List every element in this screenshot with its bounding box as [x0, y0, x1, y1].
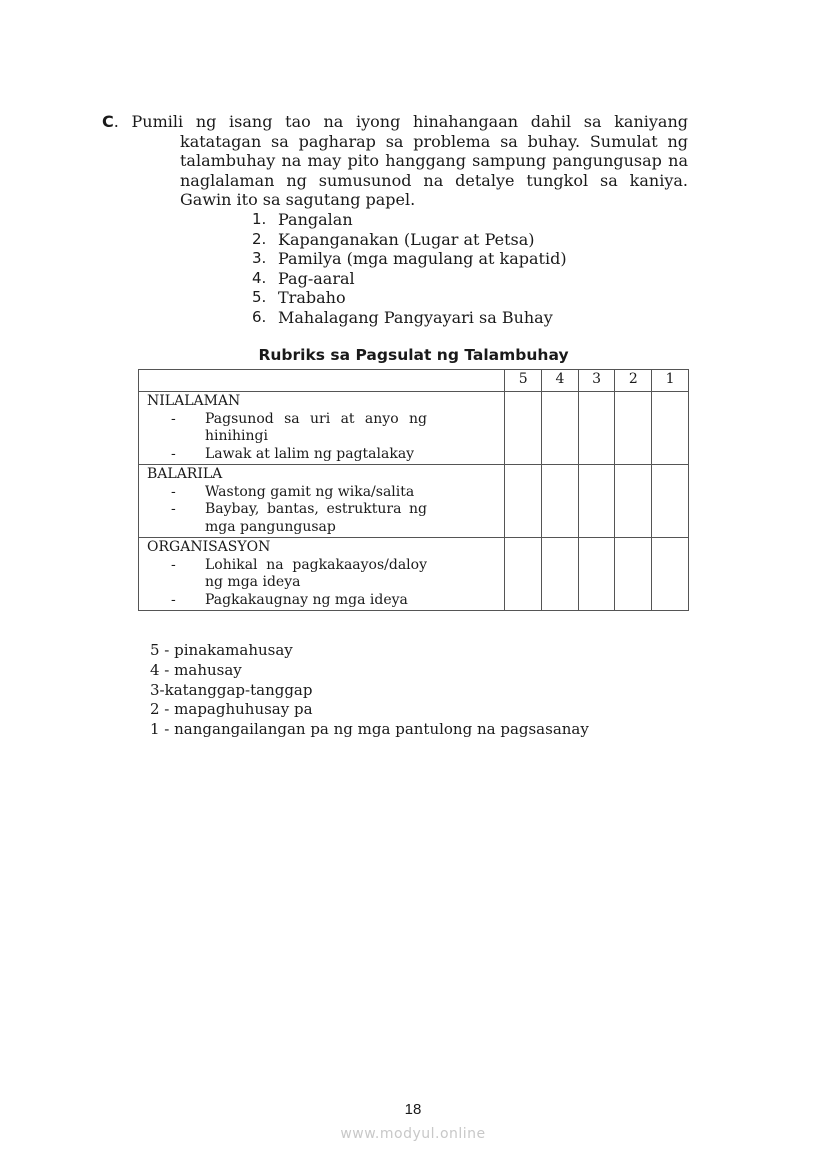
criterion-sub-text: Lohikal na pagkakaayos/daloy ng mga ideya [205, 556, 427, 590]
bullet-dash: - [171, 410, 176, 427]
legend-item: 5 - pinakamahusay [150, 641, 293, 659]
item-text: Mahalagang Pangyayari sa Buhay [278, 307, 553, 327]
score-cell [542, 538, 579, 611]
score-header: 1 [652, 370, 689, 392]
criterion-sub-text: Baybay, bantas, estruktura ng mga pangungusap [205, 501, 427, 535]
item-number: 6. [252, 307, 267, 326]
item-text: Kapanganakan (Lugar at Petsa) [278, 229, 535, 249]
instruction-first-line [102, 112, 688, 132]
rubric-title: Rubriks sa Pagsulat ng Talambuhay [258, 346, 569, 364]
item-text: Pangalan [278, 209, 353, 229]
item-text: Pamilya (mga magulang at kapatid) [278, 249, 567, 269]
criterion-sub [171, 592, 504, 610]
section-letter: C [102, 112, 114, 131]
score-legend [150, 641, 589, 740]
criterion-sub [171, 446, 504, 464]
criterion-sub-text: Pagsunod sa uri at anyo ng hinihingi [205, 410, 427, 444]
table-row [139, 465, 689, 538]
score-header: 4 [542, 370, 579, 392]
list-item [252, 249, 688, 269]
list-item [252, 269, 688, 289]
detail-list [252, 210, 688, 328]
criterion-name: ORGANISASYON [147, 539, 271, 555]
score-cell [505, 392, 542, 465]
legend-item: 4 - mahusay [150, 660, 242, 679]
score-cell [578, 392, 615, 465]
criterion-sub [171, 557, 504, 592]
header-blank-cell [139, 370, 505, 392]
criterion-sub-text: Wastong gamit ng wika/salita [205, 483, 415, 500]
score-cell [505, 538, 542, 611]
criterion-name: BALARILA [147, 466, 223, 482]
page-number: 18 [404, 1101, 422, 1118]
table-row [139, 538, 689, 611]
score-cell [505, 465, 542, 538]
score-header: 3 [578, 370, 615, 392]
item-number: 3. [252, 249, 267, 268]
criterion-cell [139, 538, 505, 611]
list-item [252, 210, 688, 230]
criterion-sub-text: Pagkakaugnay ng mga ideya [205, 591, 408, 608]
legend-item: 1 - nangangailangan pa ng mga pantulong na pagsasanay [150, 720, 589, 739]
rubric-table [138, 369, 689, 611]
watermark: www.modyul.online [340, 1126, 486, 1142]
score-cell [652, 465, 689, 538]
score-cell [542, 465, 579, 538]
bullet-dash: - [171, 591, 176, 608]
criterion-sub [171, 501, 504, 536]
bullet-dash: - [171, 556, 176, 573]
criterion-cell [139, 465, 505, 538]
score-cell [578, 465, 615, 538]
item-number: 2. [252, 229, 267, 248]
item-text: Trabaho [278, 288, 346, 308]
criterion-cell [139, 392, 505, 465]
score-header: 5 [505, 370, 542, 392]
score-cell [652, 538, 689, 611]
bullet-dash: - [171, 483, 176, 500]
bullet-dash: - [171, 445, 176, 462]
bullet-dash: - [171, 501, 176, 517]
item-number: 4. [252, 268, 267, 287]
score-cell [615, 465, 652, 538]
instruction-body [180, 132, 688, 328]
criterion-name: NILALAMAN [147, 393, 241, 409]
criterion-sub [171, 484, 504, 502]
score-header: 2 [615, 370, 652, 392]
legend-item: 3-katanggap-tanggap [150, 680, 313, 699]
score-cell [615, 538, 652, 611]
legend-item: 2 - mapaghuhusay pa [150, 700, 313, 719]
instruction-block [102, 112, 688, 328]
item-number: 1. [252, 209, 267, 228]
table-row [139, 392, 689, 465]
item-number: 5. [252, 288, 267, 307]
instruction-first-text: . Pumili ng isang tao na iyong hinahangaan dahil sa kaniyang [113, 112, 688, 131]
criterion-sub-text: Lawak at lalim ng pagtalakay [205, 445, 415, 462]
instruction-text: katatagan sa pagharap sa problema sa buhay. Sumulat ng talambuhay na may pito hanggang sampung pangungusap na naglalaman ng sumusunod na detalye tungkol sa kaniya. Gawin ito sa sagutang papel. [180, 131, 688, 210]
criterion-sub [171, 411, 504, 446]
item-text: Pag-aaral [278, 268, 355, 288]
list-item [252, 288, 688, 308]
score-cell [542, 392, 579, 465]
rubric-header-row [139, 370, 689, 392]
score-cell [615, 392, 652, 465]
list-item [252, 308, 688, 328]
score-cell [652, 392, 689, 465]
list-item [252, 230, 688, 250]
score-cell [578, 538, 615, 611]
